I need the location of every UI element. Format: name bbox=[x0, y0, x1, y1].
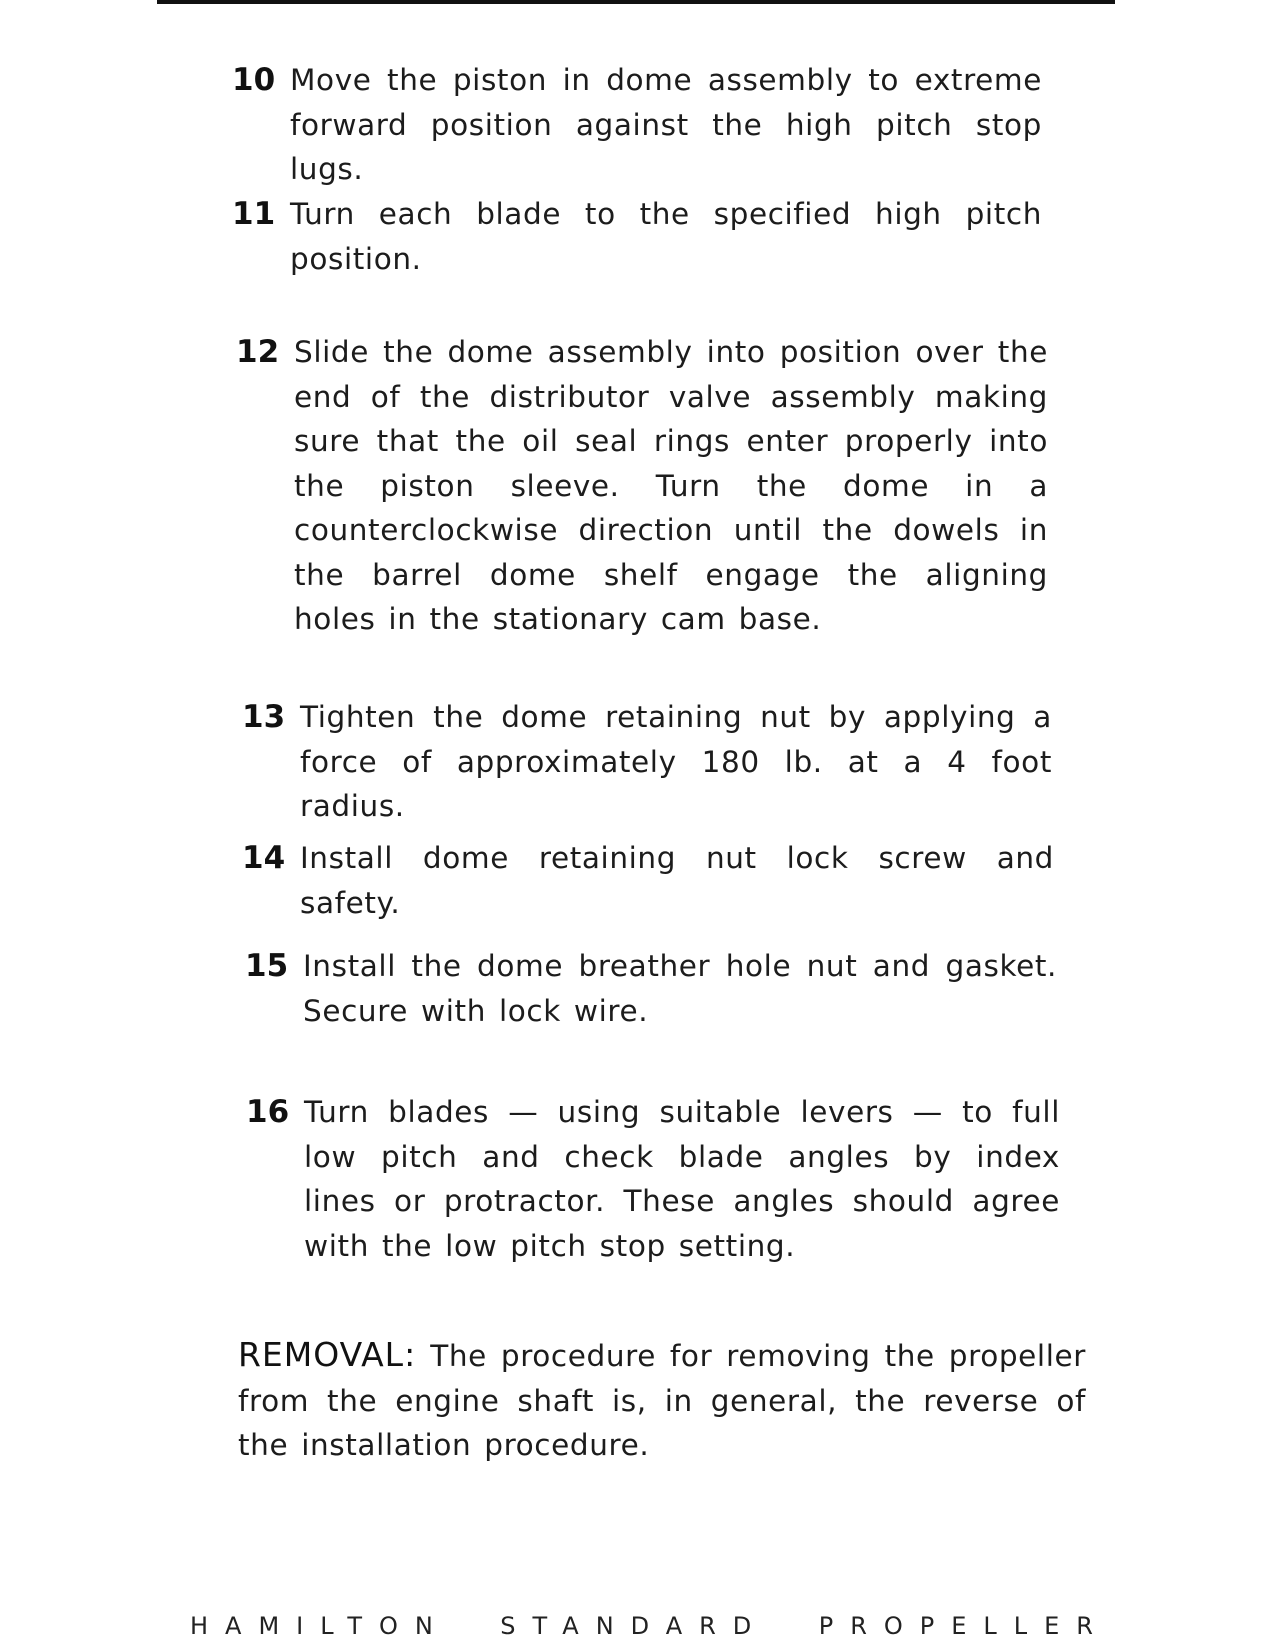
step-number: 15 bbox=[245, 948, 289, 984]
step-text: Turn blades — using suitable levers — to full low pitch and check blade angles by index lines or protractor. These angles should agree with the low pitch stop setting. bbox=[304, 1095, 1060, 1263]
step-11 bbox=[232, 192, 1042, 281]
step-text: Install dome retaining nut lock screw and safety. bbox=[300, 841, 1054, 920]
step-14 bbox=[242, 836, 1054, 925]
step-number: 16 bbox=[246, 1094, 290, 1130]
step-15 bbox=[245, 944, 1057, 1033]
step-text: Slide the dome assembly into position over the end of the distributor valve assembly making sure that the oil seal rings enter properly into the piston sleeve. Turn the dome in a counterclockwise direction until the dowels in the barrel dome shelf engage the aligning holes in the stationary cam base. bbox=[294, 335, 1048, 636]
step-text: Install the dome breather hole nut and gasket. Secure with lock wire. bbox=[303, 949, 1057, 1028]
step-13 bbox=[242, 695, 1052, 829]
step-text: Turn each blade to the specified high pitch position. bbox=[290, 197, 1042, 276]
step-text: Tighten the dome retaining nut by applying a force of approximately 180 lb. at a 4 foot radius. bbox=[300, 700, 1052, 823]
step-number: 11 bbox=[232, 196, 276, 232]
footer-word-standard: STANDARD bbox=[500, 1612, 769, 1640]
step-12 bbox=[236, 330, 1048, 642]
step-number: 10 bbox=[232, 62, 276, 98]
footer-word-propeller: PROPELLER bbox=[818, 1612, 1110, 1640]
step-16 bbox=[246, 1090, 1060, 1268]
footer-word-hamilton: HAMILTON bbox=[190, 1612, 450, 1640]
step-number: 12 bbox=[236, 334, 280, 370]
removal-paragraph bbox=[238, 1333, 1086, 1468]
step-number: 13 bbox=[242, 699, 286, 735]
removal-label: REMOVAL: bbox=[238, 1335, 417, 1374]
step-number: 14 bbox=[242, 840, 286, 876]
step-text: Move the piston in dome assembly to extreme forward position against the high pitch stop lugs. bbox=[290, 63, 1042, 186]
removal-text: The procedure for removing the propeller from the engine shaft is, in general, the reverse of the installation procedure. bbox=[238, 1339, 1086, 1462]
page-footer bbox=[190, 1610, 1110, 1642]
step-10 bbox=[232, 58, 1042, 192]
